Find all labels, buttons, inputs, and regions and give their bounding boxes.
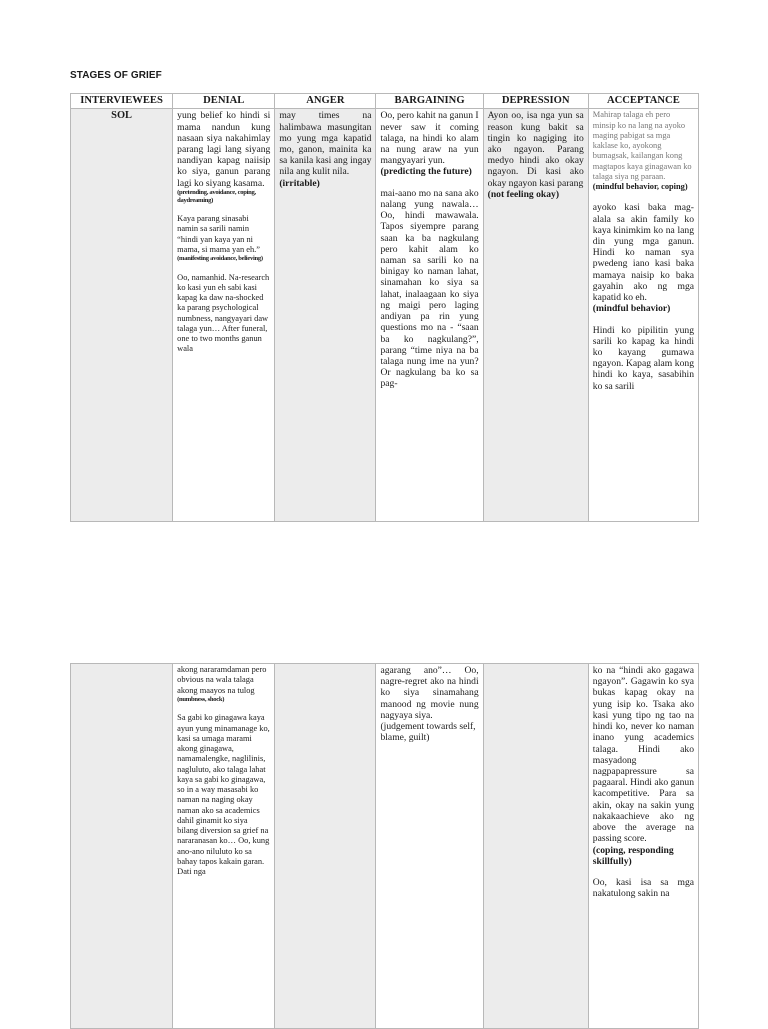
bargaining-quote: Oo, pero kahit na ganun I never saw it coming talaga, na hindi ko alam na nung araw na yun mangyayari yun.: [380, 110, 479, 167]
acceptance-quote: ko na “hindi ako gagawa ngayon”. Gagawin ko sya bukas kapag okay na yung isip ko. Tsaka ako kasi yung tipo ng tao na hindi ko, never ko naman inano yung academics talaga. Hindi ako masyadong nagpapapressure sa pagaaral. Hindi ako ganun kacompetitive. Para sa akin, okay na sakin yung nakakaachieve ako ng above the average na passing score.: [592, 665, 695, 845]
denial-tag: (numbness, shock): [177, 695, 225, 703]
anger-quote: may times na halimbawa masungitan mo yung mga kapatid mo, ganon, mainita ka sa kanila kasi ang ingay nila ang kulit nila.: [279, 110, 372, 178]
header-interviewees: INTERVIEWEES: [71, 94, 173, 109]
acceptance-quote: ayoko kasi baka mag-alala sa akin family ko kaya kinimkim ko na lang din yung mga ganun. Hindi ko naman sya pwedeng iano kasi baka mamaya naisip ko baka gayahin ako ng mga kapatid ko eh.: [592, 202, 694, 304]
anger-cell: [275, 109, 376, 522]
depression-cell-empty: [483, 664, 588, 1029]
depression-tag: (not feeling okay): [487, 188, 560, 200]
header-denial: DENIAL: [173, 94, 275, 109]
interviewee-name: SOL: [71, 109, 173, 522]
grief-table-page-top: [70, 93, 699, 522]
acceptance-tag: (mindful behavior): [592, 303, 671, 315]
anger-cell-empty: [275, 664, 376, 1029]
bargaining-cell: [376, 109, 483, 522]
acceptance-quote: Oo, kasi isa sa mga nakatulong sakin na: [592, 876, 694, 900]
depression-cell: [483, 109, 588, 522]
bargaining-cell: [376, 664, 483, 1029]
bargaining-tag: (judgement towards self, blame, guilt): [380, 721, 476, 744]
header-acceptance: ACCEPTANCE: [588, 94, 698, 109]
header-bargaining: BARGAINING: [376, 94, 483, 109]
denial-quote: yung belief ko hindi si mama nandun kung nasaan siya nakahimlay parang lagi lang siyang nandiyan kapag naiisip ko siya, ganun parang lagi ko siyang kasama.: [177, 110, 271, 189]
table-row: [71, 109, 699, 522]
acceptance-cell: [588, 109, 698, 522]
depression-quote: Ayon oo, isa nga yun sa reason kung bakit sa tingin ko nagiging ito ako ngayon. Parang medyo hindi ako okay ngayon. Di kasi ako okay ngayon kasi parang: [487, 110, 584, 189]
bargaining-quote: mai-aano mo na sana ako nalang yung nawala… Oo, hindi mawawala. Tapos siyempre parang saan ka ba nagkulang pero kahit alam ko naman sa sarili ko na binigay ko naman lahat, sinamahan ko siya sa lahat, inalaagaan ko siya ng maigi pero laging andiyan pa rin yung questions mo na - “saan ba ko nagkulang?”, parang “time niya na ba talaga nung ime na yun? Or nagkulang ba ko sa pag-: [380, 187, 479, 390]
acceptance-cell: [588, 664, 698, 1029]
table-header-row: [71, 94, 699, 109]
acceptance-tag: (mindful behavior, coping): [592, 182, 688, 192]
bargaining-quote: agarang ano”… Oo, nagre-regret ako na hindi ko siya sinamahang manood ng movie nung nagyaya siya.: [380, 665, 479, 721]
bargaining-tag: (predicting the future): [380, 166, 472, 178]
denial-cell: [173, 664, 275, 1029]
header-anger: ANGER: [275, 94, 376, 109]
header-depression: DEPRESSION: [483, 94, 588, 109]
acceptance-quote: Mahirap talaga eh pero minsip ko na lang na ayoko maging pabigat sa mga kaklase ko, ayokong bumagsak, kailangan kong magtapos kaya ginagawan ko talaga siya ng paraan.: [592, 110, 692, 181]
acceptance-tag: (coping, responding skillfully): [592, 844, 674, 867]
denial-quote: Sa gabi ko ginagawa kaya ayun yung minamanage ko, kasi sa umaga marami akong ginagawa, namamalengke, naglilinis, nagluluto, ako talaga lahat kaya sa gabi ko ginagawa, so in a way masasabi ko naman na naging okay naman ako sa academics dahil ginamit ko siya bilang diversion sa grief na nararanasan ko… Oo, kung ano-ano niluluto ko sa bahay tapos kakain garan. Dati nga: [177, 713, 270, 877]
denial-tag: (pretending, avoidance, coping, daydreaming): [177, 188, 256, 204]
denial-cell: [173, 109, 275, 522]
anger-tag: (irritable): [279, 177, 320, 189]
denial-quote: Kaya parang sinasabi namin sa sarili namin “hindi yan kaya yan ni mama, si mama yan eh.”: [177, 214, 260, 254]
acceptance-quote: Hindi ko pipilitin yung sarili ko kapag ka hindi ko kayang gumawa ngayon. Kapag alam kong hindi ko kaya, sasabihin ko sa sarili: [592, 324, 694, 392]
interviewee-cell-empty: [71, 664, 173, 1029]
grief-table-page-continued: [70, 663, 699, 1029]
table-row: [71, 664, 699, 1029]
denial-quote: Oo, namanhid. Na-research ko kasi yun eh sabi kasi kapag ka daw na-shocked ka parang psychological numbness, nangyayari daw talaga yun… After funeral, one to two months ganun wala: [177, 272, 270, 354]
denial-quote: akong nararamdaman pero obvious na wala talaga akong maayos na tulog: [177, 665, 267, 695]
page-title: STAGES OF GRIEF: [70, 70, 162, 81]
denial-tag: (manifesting avoidance, believing): [177, 255, 263, 263]
